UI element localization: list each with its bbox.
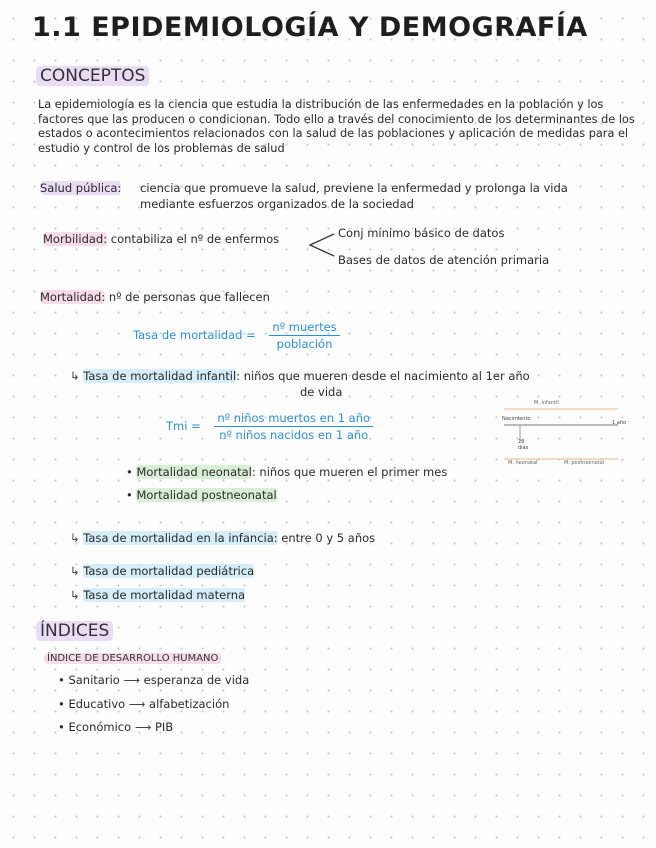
- diagram-label-infantil: M. infantil: [534, 400, 559, 406]
- postneonatal-row: • Mortalidad postneonatal: [126, 488, 277, 502]
- salud-publica-line2: mediante esfuerzos organizados de la sociedad: [140, 197, 414, 211]
- diagram-label-1-ano: 1 año: [612, 420, 627, 426]
- right-arrow-icon: ⟶: [128, 697, 146, 711]
- sub-arrow-icon: ↳: [70, 588, 80, 602]
- branch-brace-icon: [306, 228, 336, 262]
- pediatrica-term: Tasa de mortalidad pediátrica: [83, 564, 255, 578]
- right-arrow-icon: ⟶: [134, 720, 152, 734]
- salud-publica-line1: ciencia que promueve la salud, previene la enfermedad y prolonga la vida: [140, 181, 568, 195]
- materna-row: [70, 588, 245, 602]
- mortalidad-definition: nº de personas que fallecen: [108, 290, 270, 304]
- idh-item-value: esperanza de vida: [143, 673, 250, 687]
- mortalidad-term: Mortalidad:: [40, 290, 106, 304]
- infantil-term: Tasa de mortalidad infantil: [83, 369, 237, 383]
- tmi-formula: [166, 411, 373, 442]
- idh-item: • Económico ⟶ PIB: [58, 720, 174, 734]
- morbilidad-branch-1: Conj mínimo básico de datos: [338, 226, 505, 240]
- tasa-denominator: población: [276, 337, 333, 351]
- conceptos-heading: CONCEPTOS: [36, 66, 149, 86]
- tasa-mortalidad-fraction: [269, 320, 339, 351]
- morbilidad-definition: contabiliza el nº de enfermos: [110, 232, 280, 246]
- salud-publica-label: [40, 181, 121, 195]
- morbilidad-row: [43, 232, 279, 246]
- infancia-term: Tasa de mortalidad en la infancia:: [83, 531, 278, 545]
- morbilidad-branch-2: Bases de datos de atención primaria: [338, 253, 550, 267]
- neonatal-row: • Mortalidad neonatal: niños que mueren el primer mes: [126, 465, 448, 479]
- idh-item: • Sanitario ⟶ esperanza de vida: [58, 673, 250, 687]
- tasa-mortalidad-formula: [133, 320, 340, 351]
- infancia-row: [70, 531, 375, 545]
- idh-item-value: PIB: [154, 720, 174, 734]
- tmi-label: Tmi =: [166, 419, 201, 433]
- mortalidad-row: [40, 290, 270, 304]
- infantil-row: [70, 369, 530, 383]
- sub-arrow-icon: ↳: [70, 531, 80, 545]
- infancia-definition: entre 0 y 5 años: [281, 531, 376, 545]
- tmi-numerator: nº niños muertos en 1 año: [214, 411, 373, 427]
- neonatal-term: Mortalidad neonatal: [136, 465, 252, 479]
- idh-item-label: Económico: [68, 720, 132, 734]
- infantil-definition-cont: de vida: [300, 385, 343, 399]
- idh-item-label: Sanitario: [68, 673, 120, 687]
- idh-item-label: Educativo: [68, 697, 126, 711]
- tmi-denominator: nº niños nacidos en 1 año: [219, 428, 369, 442]
- diagram-label-28-dias: 28 días: [518, 439, 529, 451]
- postneonatal-term: Mortalidad postneonatal: [136, 488, 277, 502]
- page-title: 1.1 EPIDEMIOLOGÍA Y DEMOGRAFÍA: [32, 12, 588, 43]
- sub-arrow-icon: ↳: [70, 369, 80, 383]
- diagram-label-neonatal: M. neonatal: [508, 460, 538, 466]
- sub-arrow-icon: ↳: [70, 564, 80, 578]
- materna-term: Tasa de mortalidad materna: [83, 588, 246, 602]
- idh-item-value: alfabetización: [149, 697, 230, 711]
- indices-heading: ÍNDICES: [36, 621, 113, 641]
- right-arrow-icon: ⟶: [123, 673, 140, 687]
- timeline-lines: [490, 397, 630, 467]
- tasa-numerator: nº muertes: [269, 320, 339, 336]
- neonatal-definition: : niños que mueren el primer mes: [251, 465, 448, 479]
- morbilidad-term: Morbilidad:: [43, 232, 108, 246]
- pediatrica-row: [70, 564, 254, 578]
- idh-heading: ÍNDICE DE DESARROLLO HUMANO: [44, 653, 221, 664]
- diagram-label-postneonatal: M. postneonatal: [564, 460, 605, 466]
- tasa-mortalidad-label: Tasa de mortalidad =: [133, 328, 256, 342]
- idh-item: • Educativo ⟶ alfabetización: [58, 697, 230, 711]
- diagram-label-nacimiento: Nacimiento: [502, 416, 531, 422]
- mortality-timeline-diagram: [490, 397, 630, 467]
- infantil-definition: : niños que mueren desde el nacimiento al 1er año: [236, 369, 530, 383]
- salud-publica-term: Salud pública:: [40, 181, 122, 195]
- epidemiologia-paragraph: La epidemiología es la ciencia que estudia la distribución de las enfermedades en la población y los factores que las producen o condicionan. Todo ello a través del conocimiento de los determinantes de los estados o acontecimientos relacionados con la salud de las poblaciones y aplicación de medidas para el estudio y control de los problemas de salud: [38, 98, 635, 155]
- tmi-fraction: [214, 411, 373, 442]
